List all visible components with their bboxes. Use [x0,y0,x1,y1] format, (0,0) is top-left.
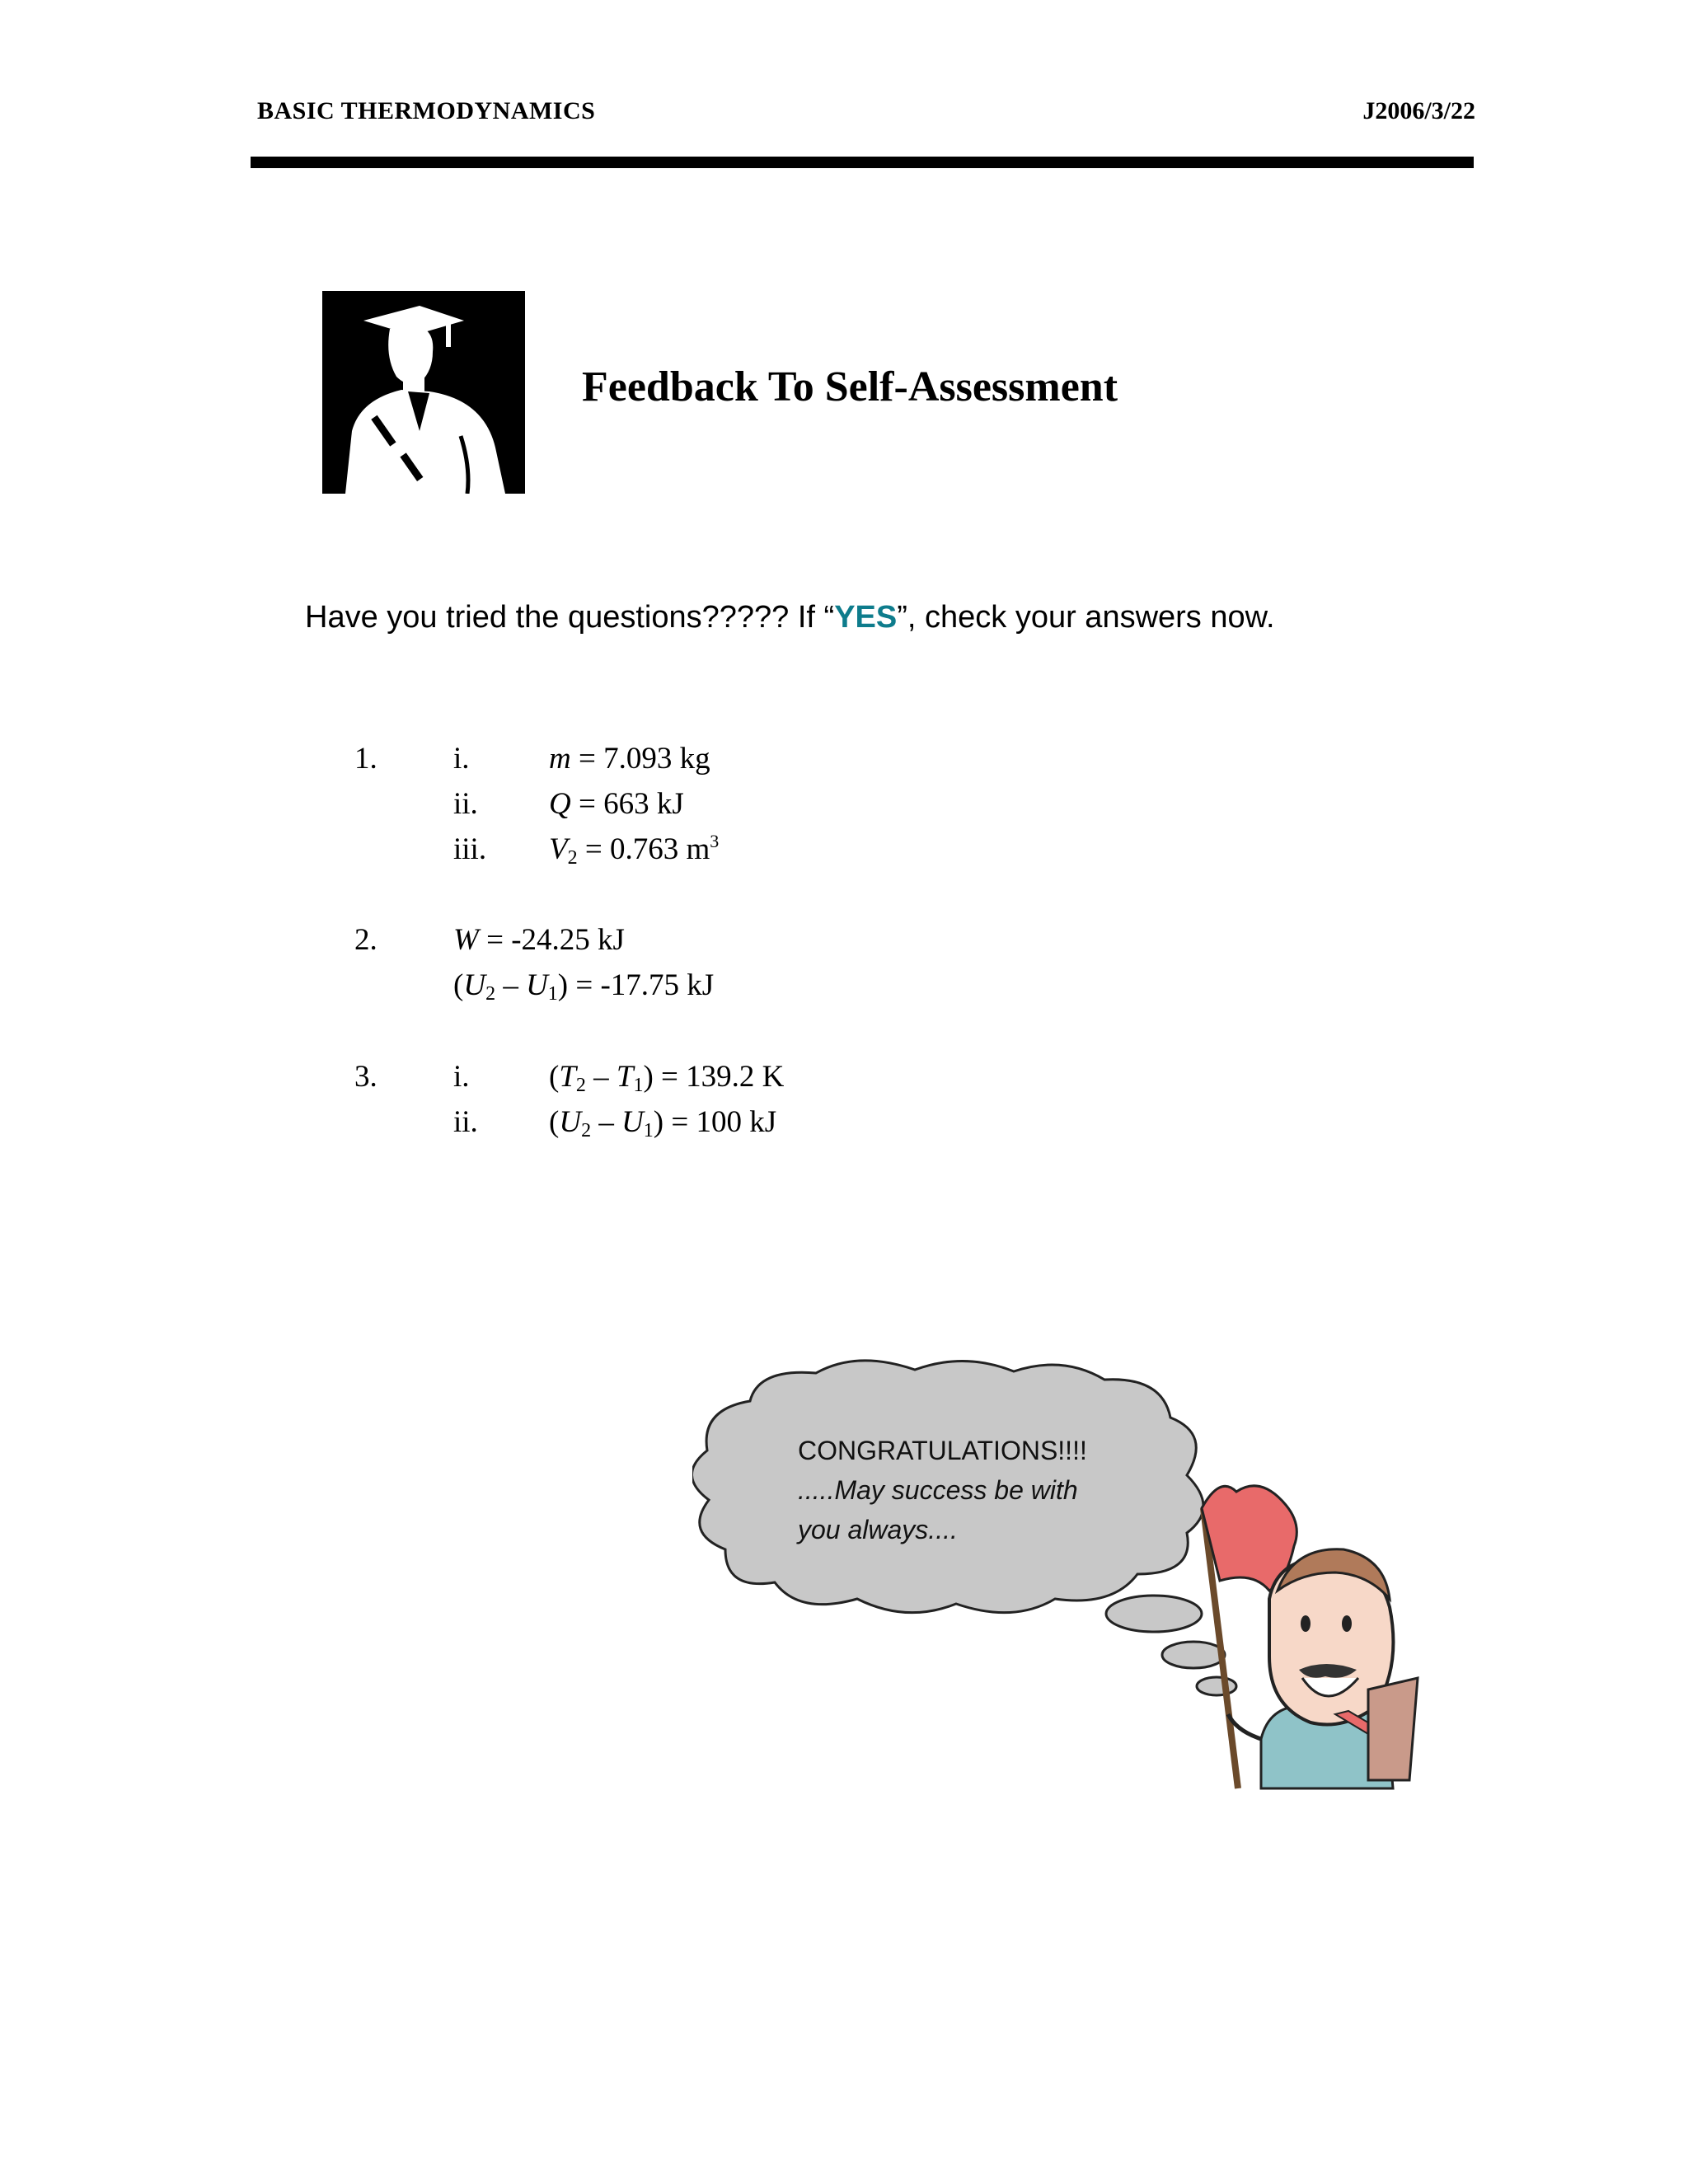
page-title: Feedback To Self-Assessment [582,363,1118,410]
thought-bubble-text [798,1431,1087,1549]
answer-1-part-value: $V_2 = 0.763$ $m^3$ [549,831,720,869]
answer-1-number: 1. [354,742,377,776]
answer-1-part-value: Q = 663 kJ [549,787,684,821]
header-course-title: BASIC THERMODYNAMICS [257,97,596,124]
graduate-silhouette-icon [322,291,525,494]
answer-1-part-label: i. [453,742,470,776]
bubble-line-1: CONGRATULATIONS!!!! [798,1436,1087,1465]
answer-3-part-label: ii. [453,1105,478,1139]
header-rule [251,157,1474,168]
intro-text [305,600,1275,635]
answer-1-part-value: m = 7.093 kg [549,742,710,776]
answer-2-internal-energy: $(U_2 - U_1) = -17.75$ kJ [453,968,715,1005]
answer-3-part-value: $(U_2 - U_1) = 100$ kJ [549,1105,777,1141]
intro-highlight-yes: YES [834,600,898,635]
answer-2-number: 2. [354,923,377,957]
answer-3-part-label: i. [453,1060,470,1094]
answer-1-part-label: ii. [453,787,478,821]
intro-before: Have you tried the questions????? If “ [305,600,835,635]
answer-2-work: W = -24.25 kJ [453,923,625,957]
intro-after: ”, check your answers now. [897,600,1275,635]
bubble-line-2: .....May success be with [798,1475,1078,1505]
header-page-code: J2006/3/22 [1362,97,1475,124]
answer-3-part-value: $(T_2 - T_1) = 139.2$ K [549,1060,785,1096]
flag-waving-character-icon [692,1352,1434,1797]
answer-3-number: 3. [354,1060,377,1094]
answer-1-part-label: iii. [453,832,487,866]
bubble-line-3: you always.... [798,1515,958,1544]
